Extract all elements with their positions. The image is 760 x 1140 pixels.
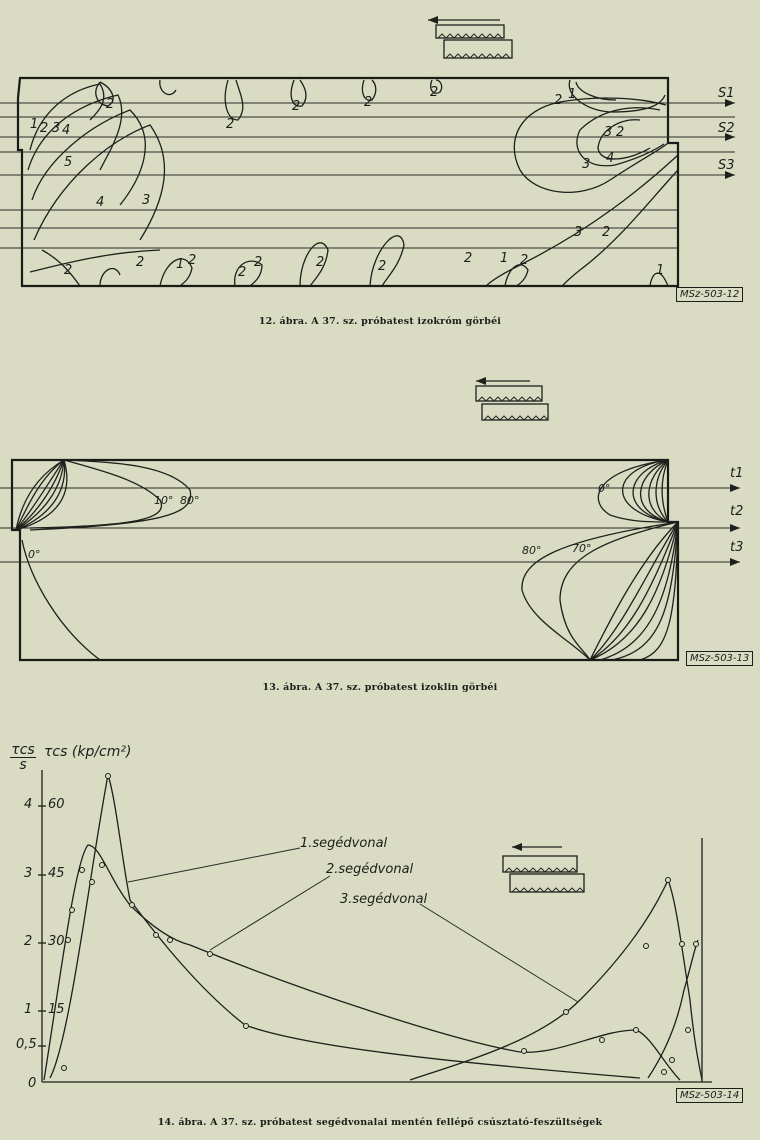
svg-text:2: 2 (238, 265, 247, 280)
left-tick-05: 0,5 (16, 1037, 37, 1052)
curve-label-2: 2.segédvonal (326, 862, 414, 877)
curve-label-1: 1.segédvonal (300, 836, 388, 851)
line-label-s2: S2 (718, 121, 735, 136)
curve-segedvonal-2 (50, 775, 640, 1078)
curve-label-3: 3.segédvonal (340, 892, 428, 907)
angle-label-10: 10° (154, 494, 174, 507)
svg-text:1: 1 (176, 257, 185, 272)
svg-text:2: 2 (316, 255, 325, 270)
right-tick-15: 15 (48, 1002, 65, 1017)
angle-label-0-left: 0° (28, 548, 41, 561)
svg-text:2: 2 (254, 255, 263, 270)
svg-text:2: 2 (106, 97, 115, 112)
y-axis-ratio-numerator: τcs (11, 742, 35, 758)
svg-text:5: 5 (64, 155, 73, 170)
svg-text:3: 3 (142, 193, 151, 208)
svg-text:2: 2 (364, 95, 373, 110)
angle-label-0-right: 0° (598, 482, 611, 495)
svg-text:2: 2 (188, 253, 197, 268)
svg-text:3: 3 (582, 157, 591, 172)
data-points (62, 774, 699, 1075)
svg-text:2: 2 (430, 85, 439, 100)
right-tick-45: 45 (48, 866, 65, 881)
y-axis-units-label: τcs (kp/cm²) (44, 744, 132, 760)
svg-text:2: 2 (64, 263, 73, 278)
svg-text:4: 4 (96, 195, 105, 210)
svg-text:1: 1 (568, 87, 577, 102)
svg-text:3: 3 (574, 225, 583, 240)
figure-13-caption: 13. ábra. A 37. sz. próbatest izoklin görbéi (262, 682, 498, 693)
right-tick-30: 30 (48, 934, 65, 949)
figure-13-tag: MSz-503-13 (686, 651, 753, 666)
left-tick-4: 4 (24, 797, 33, 812)
figure-12-caption: 12. ábra. A 37. sz. próbatest izokróm görbéi (258, 316, 502, 327)
right-tick-60: 60 (48, 797, 65, 812)
line-label-t1: t1 (730, 466, 744, 481)
svg-text:2: 2 (464, 251, 473, 266)
svg-text:1: 1 (500, 251, 509, 266)
curve-segedvonal-3 (410, 880, 702, 1080)
svg-text:1: 1 (656, 263, 665, 278)
figure-14-caption: 14. ábra. A 37. sz. próbatest segédvonalai mentén fellépő csúsztató-feszültségek (157, 1117, 603, 1128)
svg-text:2: 2 (378, 259, 387, 274)
svg-text:2: 2 (554, 93, 563, 108)
line-label-t2: t2 (730, 504, 744, 519)
angle-label-80-left: 80° (180, 494, 200, 507)
svg-text:4: 4 (606, 151, 615, 166)
angle-label-80-right: 80° (522, 544, 542, 557)
angle-label-70: 70° (572, 542, 592, 555)
line-label-t3: t3 (730, 540, 744, 555)
y-axis-ratio-label (10, 743, 36, 772)
svg-text:2: 2 (520, 253, 529, 268)
svg-text:2: 2 (226, 117, 235, 132)
left-tick-0: 0 (28, 1076, 37, 1091)
line-label-s1: S1 (718, 86, 735, 101)
figure-12-tag: MSz-503-12 (676, 287, 743, 302)
svg-text:4: 4 (62, 123, 71, 138)
svg-text:2: 2 (602, 225, 611, 240)
svg-text:3: 3 (52, 121, 61, 136)
left-tick-1: 1 (24, 1002, 33, 1017)
svg-text:2: 2 (136, 255, 145, 270)
svg-text:2: 2 (40, 121, 49, 136)
figure-14-tag: MSz-503-14 (676, 1088, 743, 1103)
load-arrow-symbol (503, 843, 584, 892)
left-tick-2: 2 (24, 934, 33, 949)
y-axis-ratio-denominator: s (19, 757, 27, 773)
svg-text:1: 1 (30, 117, 39, 132)
svg-text:2: 2 (292, 99, 301, 114)
svg-text:3: 3 (604, 125, 613, 140)
left-tick-3: 3 (24, 866, 33, 881)
svg-text:2: 2 (616, 125, 625, 140)
line-label-s3: S3 (718, 158, 735, 173)
